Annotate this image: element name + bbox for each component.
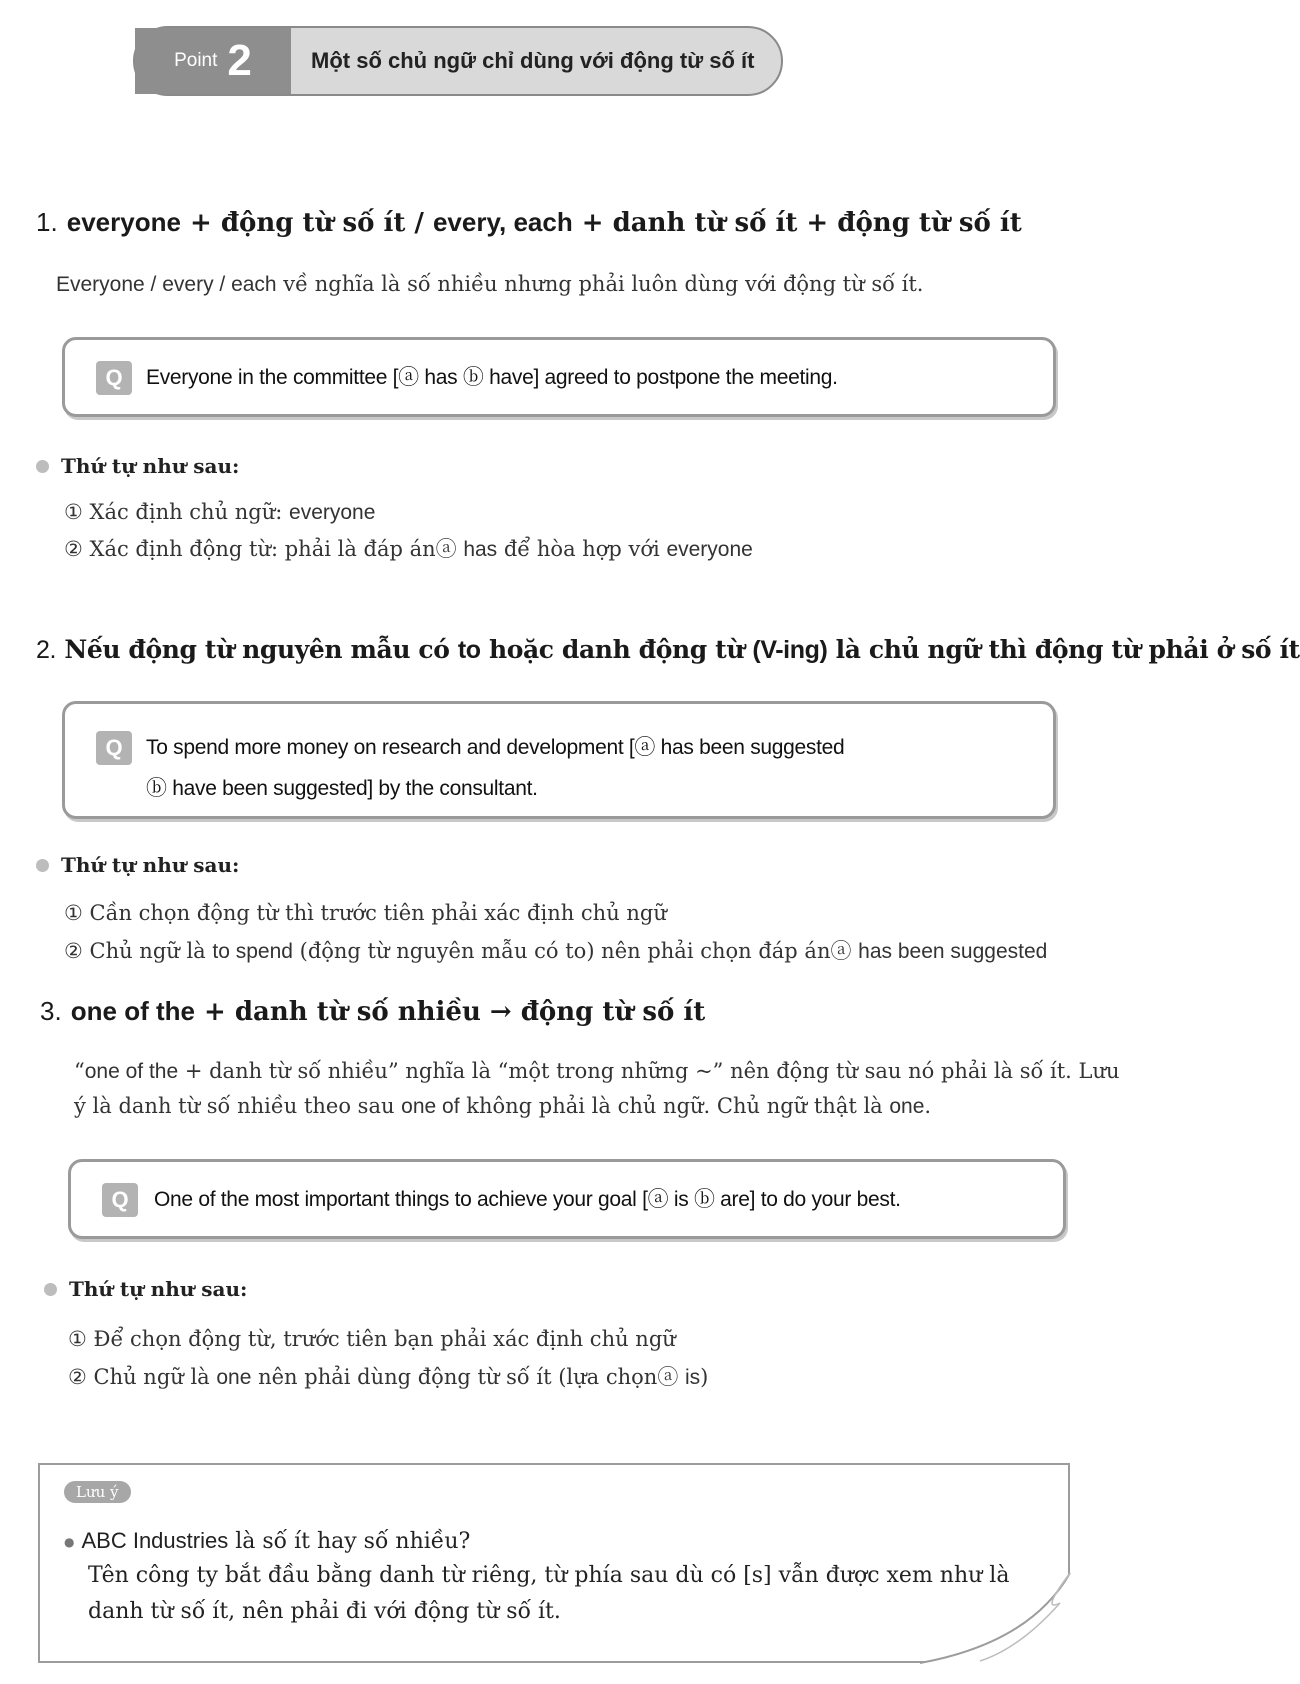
section1-heading-part: + động từ số ít / — [180, 208, 433, 238]
section3-heading-part: one of the — [70, 996, 195, 1026]
section1-heading-part: + danh từ số ít + động từ số ít — [572, 208, 1022, 238]
point-number: 2 — [227, 36, 252, 85]
point-word: Point — [174, 50, 218, 71]
point-title: Một số chủ ngữ chỉ dùng với động từ số ít — [311, 48, 755, 73]
section2-heading-part: là chủ ngữ thì động từ phải ở số ít — [827, 635, 1300, 664]
section1-intro-en: Everyone / every / each — [56, 273, 277, 296]
section1-step-2 — [64, 533, 753, 563]
para-text: + danh từ số nhiều” nghĩa là “một trong những ~” nên động từ sau nó phải là số ít. Lưu — [178, 1059, 1120, 1083]
step-text: ② Xác định động từ: phải là đáp ánⓐ — [64, 537, 464, 561]
question-icon: Q — [102, 1183, 138, 1217]
section2-question-line: ⓑ have been suggested] by the consultant. — [146, 777, 538, 800]
section1-heading — [36, 207, 1022, 238]
bullet-dot-icon — [36, 460, 49, 473]
question-icon: Q — [96, 731, 132, 765]
section3-number: 3. — [40, 996, 62, 1026]
step-text: ) — [700, 1365, 709, 1389]
note-text: là số ít hay số nhiều? — [228, 1529, 471, 1554]
step-text: ② Chủ ngữ là — [64, 939, 213, 963]
section2-heading-part: hoặc danh động từ — [480, 635, 753, 664]
step-text-en: one — [216, 1366, 252, 1389]
section2-question — [146, 727, 844, 809]
section3-paragraph — [74, 1054, 1120, 1124]
step-text-en: has — [463, 538, 498, 561]
section3-step-1 — [68, 1327, 676, 1351]
point-badge — [135, 28, 291, 94]
section3-question: One of the most important things to achieve your goal [ⓐ is ⓑ are] to do your best. — [154, 1188, 901, 1211]
step-text: để hòa hợp với — [497, 537, 667, 561]
order-label-text: Thứ tự như sau: — [61, 454, 240, 478]
section3-paragraph-line — [74, 1054, 1120, 1089]
section3-heading-part: + danh từ số nhiều → động từ số ít — [194, 997, 706, 1027]
section1-step-1 — [64, 500, 375, 525]
note-line-3: danh từ số ít, nên phải đi với động từ số ít. — [88, 1599, 561, 1624]
order-label-text: Thứ tự như sau: — [61, 853, 240, 877]
step-text: ② Chủ ngữ là — [68, 1365, 217, 1389]
note-box — [38, 1463, 1070, 1663]
section2-heading-part: (V-ing) — [752, 636, 828, 664]
question-icon: Q — [96, 361, 132, 395]
note-line-2: Tên công ty bắt đầu bằng danh từ riêng, từ phía sau dù có [s] vẫn được xem như là — [88, 1563, 1010, 1588]
section3-order-label — [44, 1277, 247, 1301]
section2-question-box — [62, 701, 1056, 819]
bullet-dot-icon — [44, 1283, 57, 1296]
para-text: “ — [74, 1059, 85, 1083]
section2-step-1 — [64, 901, 667, 925]
section2-number: 2. — [36, 636, 57, 664]
step-text-en: to spend — [212, 940, 293, 963]
step-text: nên phải dùng động từ số ít (lựa chọnⓐ — [251, 1365, 685, 1389]
note-bullet-icon: ● — [64, 1535, 75, 1549]
bullet-dot-icon — [36, 859, 49, 872]
section1-heading-part: every, each — [432, 207, 573, 237]
para-text: ý là danh từ số nhiều theo sau — [74, 1094, 402, 1118]
section1-intro — [56, 267, 923, 302]
para-text-en: one — [889, 1095, 925, 1118]
note-badge: Lưu ý — [64, 1481, 131, 1503]
section1-question-box — [62, 337, 1056, 417]
para-text: . — [924, 1094, 932, 1118]
section1-intro-vi: về nghĩa là số nhiều nhưng phải luôn dùng với động từ số ít. — [276, 272, 924, 296]
para-text-en: one of — [401, 1095, 460, 1118]
section2-heading-part: Nếu động từ nguyên mẫu có — [64, 635, 458, 664]
section3-step-2 — [68, 1361, 708, 1391]
section3-paragraph-line — [74, 1089, 1120, 1124]
note-line-1 — [64, 1528, 470, 1554]
step-text-en: has been suggested — [858, 940, 1048, 963]
section2-heading-part: to — [457, 636, 481, 664]
section3-heading — [40, 996, 705, 1027]
point-header — [133, 26, 783, 96]
section2-order-label — [36, 853, 239, 877]
order-label-text: Thứ tự như sau: — [69, 1277, 248, 1301]
section3-question-box — [68, 1159, 1066, 1239]
section2-heading — [36, 635, 1300, 665]
para-text: không phải là chủ ngữ. Chủ ngữ thật là — [459, 1094, 890, 1118]
step-text: (động từ nguyên mẫu có to) nên phải chọn đáp ánⓐ — [292, 939, 859, 963]
para-text-en: one of the — [84, 1060, 179, 1083]
section2-question-line: To spend more money on research and development [ⓐ has been suggested — [146, 736, 845, 759]
step-text: ① Xác định chủ ngữ: — [64, 500, 290, 524]
step-text: ① Để chọn động từ, trước tiên bạn phải xác định chủ ngữ — [68, 1327, 676, 1351]
note-text-en: ABC Industries — [81, 1528, 229, 1553]
step-text: ① Cần chọn động từ thì trước tiên phải xác định chủ ngữ — [64, 901, 667, 925]
step-text-en: everyone — [666, 538, 753, 561]
step-text-en: is — [685, 1366, 701, 1389]
section1-order-label — [36, 454, 239, 478]
section1-number: 1. — [36, 207, 58, 237]
section1-question: Everyone in the committee [ⓐ has ⓑ have] agreed to postpone the meeting. — [146, 366, 838, 389]
section1-heading-part: everyone — [66, 207, 181, 237]
page-curl-icon — [920, 1573, 1070, 1663]
step-text-en: everyone — [289, 501, 376, 524]
section2-step-2 — [64, 935, 1047, 965]
